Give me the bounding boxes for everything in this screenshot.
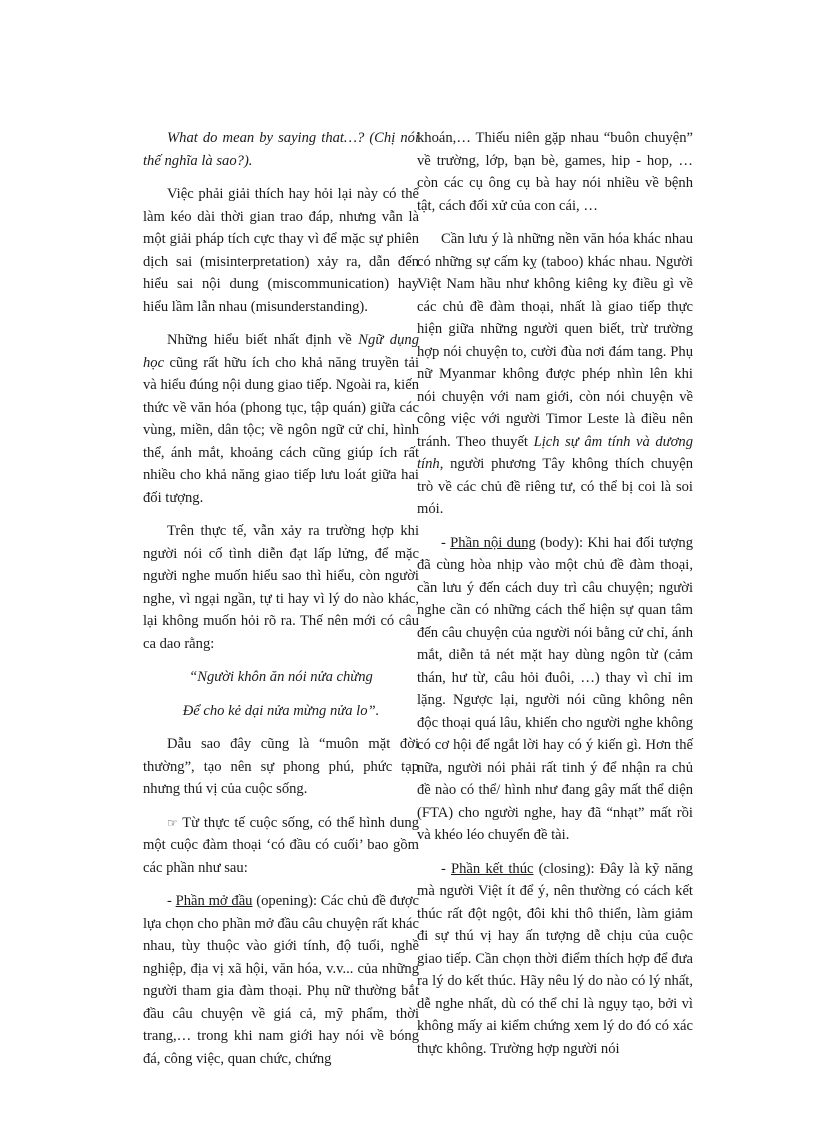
heading-closing: Phần kết thúc (451, 860, 534, 877)
paragraph-reality: Trên thực tế, vẫn xảy ra trường hợp khi người nói cố tình diễn đạt lấp lửng, để mặc người nghe muốn hiểu sao thì hiểu, còn người nghe, vì ngại ngần, tự ti hay vì lý do nào khác, lại không muốn hỏi rõ ra. Thế nên mới có câu ca dao rằng: (143, 523, 419, 652)
paragraph-question: What do mean by saying that…? (Chị nói thế nghĩa là sao?). (143, 130, 419, 169)
paragraph-pragmatics: Những hiểu biết nhất định về Ngữ dụng học cũng rất hữu ích cho khả năng truyền tải và hiểu đúng nội dung giao tiếp. Ngoài ra, kiến thức về văn hóa (phong tục, tập quán) giữa các vùng, miền, dân tộc; về ngôn ngữ cử chỉ, hình thể, ánh mắt, khoảng cách cũng giúp ích rất nhiều cho khả năng giao tiếp lưu loát giữa hai đối tượng. (143, 332, 419, 506)
paragraph-taboo: Cần lưu ý là những nền văn hóa khác nhau có những sự cấm kỵ (taboo) khác nhau. Người Việt Nam hầu như không kiêng kỵ điều gì về các chủ đề đàm thoại, nhất là giao tiếp thực hiện giữa những người quen biết, trừ trường hợp nói chuyện to, cười đùa nơi đám tang. Phụ nữ Myanmar không được phép nhìn lên khi nói chuyện với nam giới, còn nói chuyện về công việc với người Timor Leste là điều nên tránh. Theo thuyết Lịch sự âm tính và dương tính, người phương Tây không thích chuyện trò về các chủ đề riêng tư, có thể bị coi là soi mói. (417, 231, 694, 517)
paragraph-everyday-life: Dẫu sao đây cũng là “muôn mặt đời thường”, tạo nên sự phong phú, phức tạp nhưng thú vị của cuộc sống. (143, 736, 419, 797)
term-politeness-theory: Lịch sự âm tính và dương tính (417, 433, 694, 472)
pointing-hand-icon: ☞ (167, 815, 178, 830)
paragraph-opening-continued: khoán,… Thiếu niên gặp nhau “buôn chuyện” về trường, lớp, bạn bè, games, hip - hop, … còn các cụ ông cụ bà hay nói nhiều về bệnh tật, cách đối xử của con cái, … (417, 130, 693, 214)
verse-line-2: Để cho kẻ dại nửa mừng nửa lo”. (182, 702, 380, 719)
heading-body: Phần nội dung (450, 534, 536, 551)
heading-opening: Phần mở đầu (175, 893, 253, 909)
paragraph-conversation-parts: ☞ Từ thực tế cuộc sống, có thể hình dung một cuộc đàm thoại ‘có đầu có cuối’ bao gồm các phần như sau: (143, 814, 419, 876)
paragraph-closing: - Phần kết thúc (closing): Đây là kỹ năng mà người Việt ít để ý, nên thường có cách kết thúc rất đột ngột, đôi khi thô thiển, làm giảm đi sự thú vị hay ấn tượng dễ chịu của cuộc giao tiếp. Cần chọn thời điểm thích hợp để đưa ra lý do kết thúc. Hãy nêu lý do nào có lý nhất, dễ nghe nhất, dù có thể chỉ là ngụy tạo, bởi vì không mấy ai kiểm chứng xem lý do đó có xác thực không. Trường hợp người nói (417, 860, 693, 1057)
left-column (143, 127, 419, 1081)
paragraph-explanation: Việc phải giải thích hay hỏi lại này có thể làm kéo dài thời gian trao đáp, nhưng vẫn là một giải pháp tích cực thay vì để mặc sự phiên dịch sai (misinterpretation) xảy ra, dẫn đến hiểu sai nội dung (miscommunication) hay hiểu lầm lẫn nhau (misunderstanding). (143, 186, 419, 315)
paragraph-body: - Phần nội dung (body): Khi hai đối tượng đã cùng hòa nhịp vào một chủ đề đàm thoại, cần lưu ý đến cách duy trì câu chuyện; người nghe cần có những cách thể hiện sự quan tâm đến câu chuyện của người nói bằng cử chỉ, ánh mắt, diễn tả nét mặt hay dùng ngôn từ (cảm thán, hư từ, câu hỏi đuôi, …) thay vì chỉ im lặng. Ngược lại, người nói cũng không nên độc thoại quá lâu, khiến cho người nghe không có cơ hội để ngắt lời hay có ý kiến gì. Hơn thế nữa, người nói phải rất tinh ý để nhận ra chủ đề nào có thể/ hình như đang gây mất thể diện (FTA) cho người nghe, hay đã “nhạt” mất rồi và khéo léo chuyển đề tài. (417, 534, 693, 843)
paragraph-opening: - Phần mở đầu (opening): Các chủ đề được lựa chọn cho phần mở đầu câu chuyện rất khác nhau, tùy thuộc vào giới tính, độ tuổi, nghề nghiệp, địa vị xã hội, văn hóa, v.v... của những người tham gia đàm thoại. Phụ nữ thường bắt đầu câu chuyện về giá cả, mỹ phẩm, thời trang,… trong khi nam giới hay nói về bóng đá, công việc, quan chức, chứng (143, 893, 420, 1067)
verse-line-1: “Người khôn ăn nói nửa chừng (189, 669, 373, 685)
right-column (417, 127, 693, 1071)
term-pragmatics: Ngữ dụng học (143, 332, 419, 371)
